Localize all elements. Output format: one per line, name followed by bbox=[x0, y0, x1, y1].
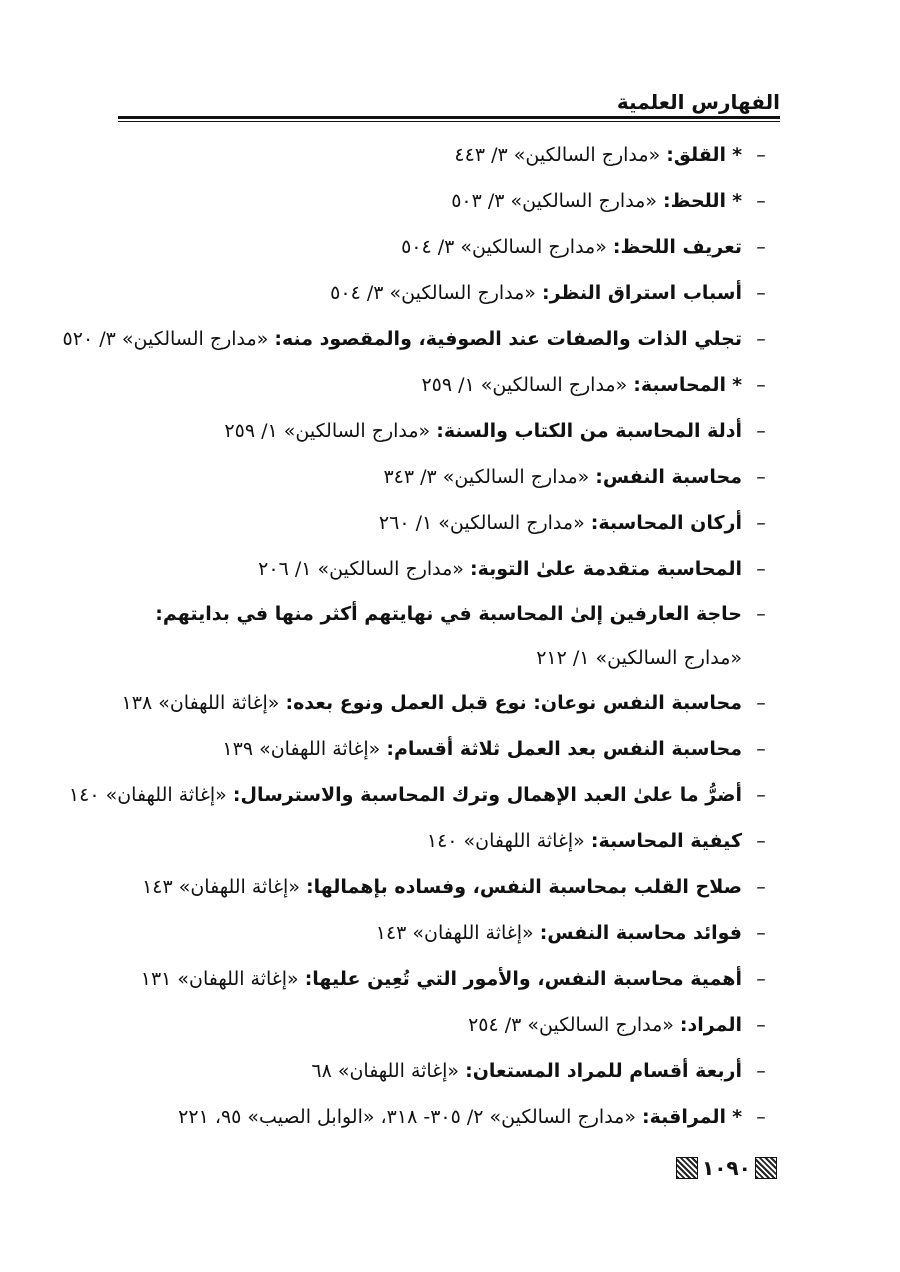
index-entries bbox=[62, 132, 780, 1140]
entry-dash: – bbox=[756, 692, 766, 714]
index-entry bbox=[118, 864, 780, 910]
entry-term: أسباب استراق النظر: bbox=[541, 282, 742, 304]
entry-reference: «إغاثة اللهفان» ٦٨ bbox=[311, 1060, 460, 1082]
entry-dash: – bbox=[756, 374, 766, 396]
entry-reference: «مدارج السالكين» ٣/ ٥٠٤ bbox=[330, 282, 536, 304]
entry-reference: «مدارج السالكين» ٣/ ٢٥٤ bbox=[468, 1014, 674, 1036]
entry-term: أضرُّ ما علىٰ العبد الإهمال وترك المحاسبة والاسترسال: bbox=[232, 784, 742, 806]
star-marker: * bbox=[732, 190, 742, 212]
entry-reference: «مدارج السالكين» ٣/ ٥٠٣ bbox=[451, 190, 657, 212]
entry-term: اللحظ: bbox=[663, 190, 727, 212]
entry-dash: – bbox=[756, 1014, 766, 1036]
entry-reference: «إغاثة اللهفان» ١٤٠ bbox=[68, 784, 227, 806]
entry-term: صلاح القلب بمحاسبة النفس، وفساده بإهمالها: bbox=[306, 876, 742, 898]
entry-dash: – bbox=[756, 968, 766, 990]
index-entry bbox=[118, 500, 780, 546]
entry-dash: – bbox=[756, 1106, 766, 1128]
index-entry bbox=[118, 224, 780, 270]
entry-reference: «مدارج السالكين» ١/ ٢٦٠ bbox=[378, 512, 585, 534]
index-entry bbox=[118, 956, 780, 1002]
entry-reference: «مدارج السالكين» ٣/ ٤٤٣ bbox=[454, 144, 661, 166]
entry-reference: «إغاثة اللهفان» ١٣١ bbox=[140, 968, 299, 990]
star-marker: * bbox=[732, 1106, 742, 1128]
index-entry bbox=[118, 680, 780, 726]
entry-term: تجلي الذات والصفات عند الصوفية، والمقصود منه: bbox=[274, 328, 742, 350]
entry-reference: «إغاثة اللهفان» ١٣٩ bbox=[222, 738, 381, 760]
entry-reference: «مدارج السالكين» ١/ ٢٥٩ bbox=[224, 420, 431, 442]
entry-reference: «مدارج السالكين» ١/ ٢١٢ bbox=[536, 647, 742, 669]
entry-reference: «مدارج السالكين» ٣/ ٥٠٤ bbox=[401, 236, 607, 258]
entry-dash: – bbox=[756, 784, 766, 806]
entry-reference: «إغاثة اللهفان» ١٤٣ bbox=[142, 876, 300, 898]
entry-term: المراد: bbox=[679, 1014, 742, 1036]
entry-dash: – bbox=[756, 282, 766, 304]
index-entry bbox=[118, 1002, 780, 1048]
index-entry bbox=[118, 546, 780, 592]
index-entry bbox=[118, 408, 780, 454]
entry-dash: – bbox=[756, 420, 766, 442]
entry-term: أربعة أقسام للمراد المستعان: bbox=[465, 1060, 742, 1082]
entry-term: القلق: bbox=[666, 144, 727, 166]
entry-reference: «مدارج السالكين» ٣/ ٣٤٣ bbox=[383, 466, 590, 488]
entry-term: أهمية محاسبة النفس، والأمور التي تُعِين عليها: bbox=[304, 968, 742, 990]
entry-dash: – bbox=[756, 922, 766, 944]
star-marker: * bbox=[732, 374, 742, 396]
entry-term: أدلة المحاسبة من الكتاب والسنة: bbox=[436, 420, 742, 442]
entry-dash: – bbox=[756, 558, 766, 580]
index-entry bbox=[118, 910, 780, 956]
entry-reference: «مدارج السالكين» ١/ ٢٠٦ bbox=[258, 558, 464, 580]
entry-term: محاسبة النفس نوعان: نوع قبل العمل ونوع بعده: bbox=[285, 692, 742, 714]
entry-dash: – bbox=[756, 190, 766, 212]
ornament-icon bbox=[676, 1157, 698, 1179]
index-entry bbox=[118, 132, 780, 178]
entry-reference: «مدارج السالكين» ٢/ ٣٠٥- ٣١٨، «الوابل الصيب» ٩٥، ٢٢١ bbox=[178, 1106, 636, 1128]
star-marker: * bbox=[732, 144, 742, 166]
index-entry bbox=[62, 316, 780, 362]
header-rule-thin bbox=[118, 121, 780, 122]
entry-dash: – bbox=[756, 328, 766, 350]
entry-dash: – bbox=[756, 512, 766, 534]
entry-dash: – bbox=[756, 466, 766, 488]
index-entry bbox=[118, 362, 780, 408]
entry-dash: – bbox=[756, 830, 766, 852]
entry-term: المحاسبة متقدمة علىٰ التوبة: bbox=[469, 558, 742, 580]
entry-dash: – bbox=[756, 144, 766, 166]
entry-term: أركان المحاسبة: bbox=[590, 512, 742, 534]
entry-dash: – bbox=[756, 738, 766, 760]
page-number: ١٠٩٠ bbox=[702, 1156, 751, 1180]
index-entry bbox=[118, 454, 780, 500]
entry-term: محاسبة النفس: bbox=[595, 466, 742, 488]
entry-term: كيفية المحاسبة: bbox=[590, 830, 742, 852]
entry-term: محاسبة النفس بعد العمل ثلاثة أقسام: bbox=[386, 738, 742, 760]
index-entry bbox=[118, 270, 780, 316]
entry-reference: «إغاثة اللهفان» ١٤٠ bbox=[426, 830, 585, 852]
entry-dash: – bbox=[756, 1060, 766, 1082]
entry-reference: «مدارج السالكين» ٣/ ٥٢٠ bbox=[62, 328, 269, 350]
entry-dash: – bbox=[756, 236, 766, 258]
index-entry bbox=[118, 178, 780, 224]
index-entry bbox=[118, 726, 780, 772]
index-entry bbox=[118, 1048, 780, 1094]
entry-reference: «إغاثة اللهفان» ١٤٣ bbox=[375, 922, 534, 944]
page-footer bbox=[676, 1156, 777, 1180]
entry-term: فوائد محاسبة النفس: bbox=[539, 922, 742, 944]
header-title: الفهارس العلمية bbox=[616, 90, 780, 114]
index-entry bbox=[118, 592, 780, 680]
entry-dash: – bbox=[756, 603, 766, 625]
entry-term: حاجة العارفين إلىٰ المحاسبة في نهايتهم أكثر منها في بدايتهم: bbox=[155, 603, 742, 625]
entry-reference: «مدارج السالكين» ١/ ٢٥٩ bbox=[421, 374, 628, 396]
entry-term: المراقبة: bbox=[642, 1106, 727, 1128]
header-rule bbox=[118, 116, 780, 119]
entry-reference: «إغاثة اللهفان» ١٣٨ bbox=[121, 692, 280, 714]
ornament-icon bbox=[755, 1157, 777, 1179]
entry-term: تعريف اللحظ: bbox=[612, 236, 742, 258]
entry-dash: – bbox=[756, 876, 766, 898]
index-entry bbox=[118, 818, 780, 864]
index-entry bbox=[118, 1094, 780, 1140]
entry-term: المحاسبة: bbox=[633, 374, 727, 396]
index-entry bbox=[68, 772, 780, 818]
